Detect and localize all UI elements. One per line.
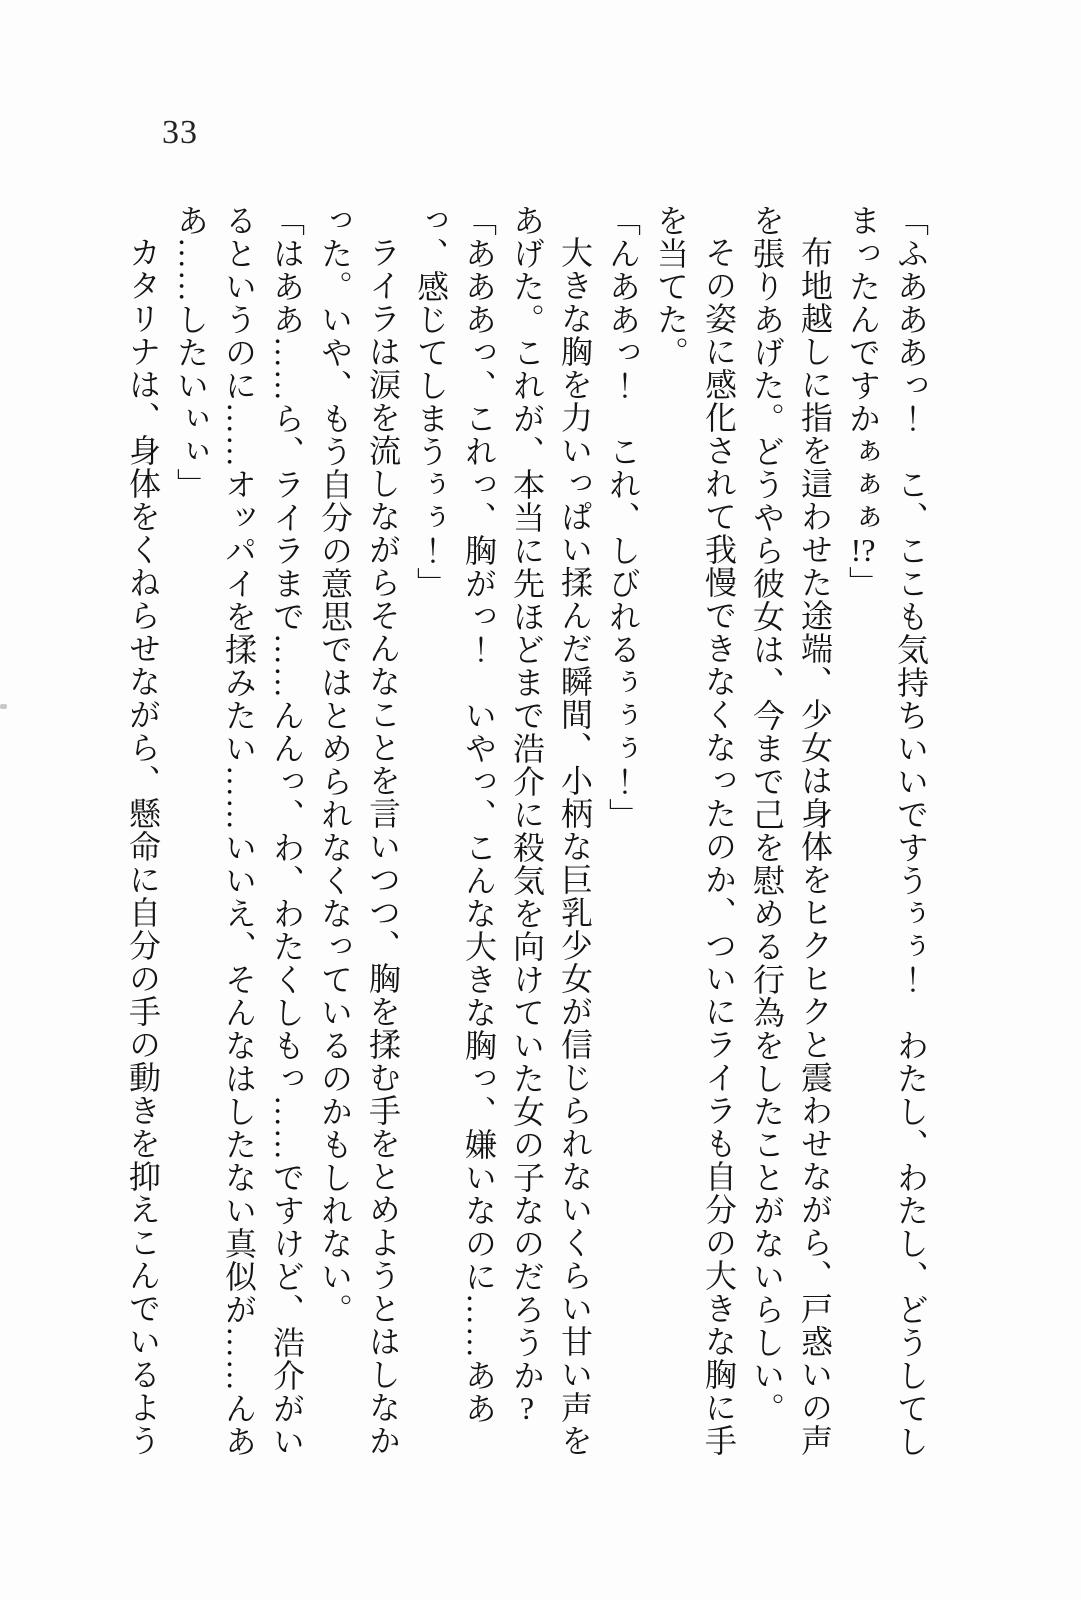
- paragraph-4: 「んああっ！ これ、しびれるぅぅぅ！」: [605, 204, 641, 831]
- paragraph-7: ライラは涙を流しながらそんなことを言いつつ、胸を揉む手をとめようとはしなかった。いや、もう自分の意思ではとめられなくなっているのかもしれない。: [317, 204, 401, 1457]
- paragraph-8: 「はああ……ら、ライラまで……んんっ、わ、わたくしもっ……ですけど、浩介がいるというのに……オッパイを揉みたい……いいえ、そんなはしたない真似が……んああ……したいぃぃ」: [173, 204, 305, 1458]
- tatechuyoko-mark: ?: [519, 1392, 535, 1424]
- paragraph-3: その姿に感化されて我慢できなくなったのか、ついにライラも自分の大きな胸に手を当てた。: [653, 204, 737, 1457]
- paragraph-6: 「あああっ、これっ、胸がっ！ いやっ、こんな大きな胸っ、嫌いなのに……ああっ、感じてしまうぅぅ！」: [413, 204, 497, 1425]
- page-number: 33: [162, 114, 198, 151]
- scan-artifact-mark: [0, 704, 7, 709]
- vertical-text-block: [119, 204, 935, 1458]
- paragraph-1: 「ふあああっ！ こ、ここも気持ちいいですうぅぅ！ わたし、わたし、どうしてしまったんですかぁぁぁ!?」: [845, 204, 929, 1458]
- paragraph-5: 大きな胸を力いっぱい揉んだ瞬間、小柄な巨乳少女が信じられないくらい甘い声をあげた。これが、本当に先ほどまで浩介に殺気を向けていた女の子なのだろうか?: [509, 204, 593, 1457]
- paragraph-9: カタリナは、身体をくねらせながら、懸命に自分の手の動きを抑えこんでいるよう: [125, 236, 161, 1457]
- paragraph-2: 布地越しに指を這わせた途端、少女は身体をヒクヒクと震わせながら、戸惑いの声を張りあげた。どうやら彼女は、今まで己を慰める行為をしたことがないらしい。: [749, 204, 833, 1457]
- tatechuyoko-mark: !?: [850, 534, 876, 566]
